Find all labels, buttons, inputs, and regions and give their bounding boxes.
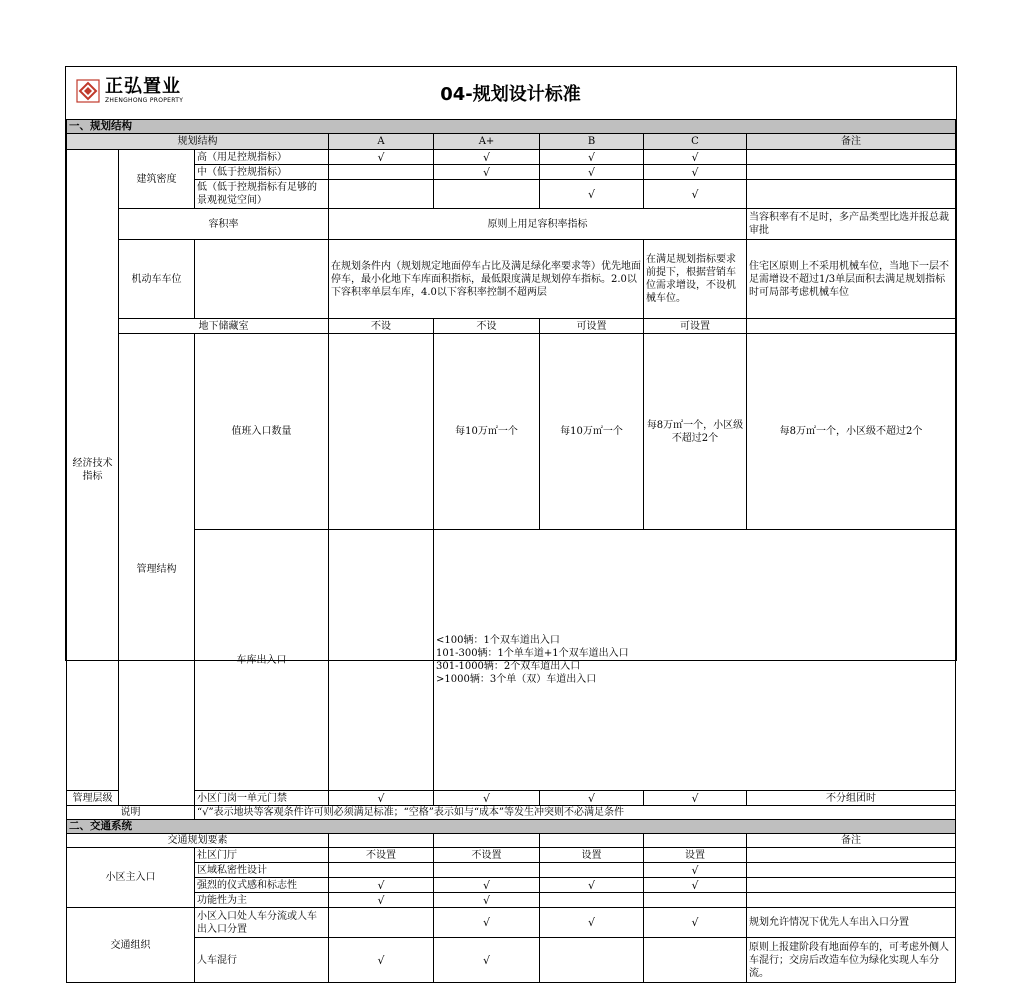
value-cell: 每10万㎡一个 [434,334,540,530]
header-cell [644,834,747,848]
header-cell: A+ [434,134,540,150]
note-cell [747,848,956,863]
value-cell [329,908,434,938]
table-row [67,165,956,180]
value-cell: √ [329,893,434,908]
row-desc: 中（低于控规指标） [195,165,329,180]
header-cell [434,834,540,848]
note-cell: 原则上报建阶段有地面停车的，可考虑外侧人车混行；交房后改造车位为绿化实现人车分流。 [747,938,956,983]
header-cell: A [329,134,434,150]
table-row [67,530,956,791]
table-row [67,878,956,893]
value-cell: 不设置 [329,848,434,863]
row-desc: 强烈的仪式感和标志性 [195,878,329,893]
value-cell [644,938,747,983]
value-cell [434,530,956,791]
row-label: 建筑密度 [119,150,195,209]
row-desc [329,334,434,530]
row-label: 车库出入口 [195,530,329,791]
table-row [67,908,956,938]
note-cell [747,180,956,209]
value-cell: √ [644,180,747,209]
value-cell: √ [644,908,747,938]
section-title: 二、交通系统 [67,820,956,834]
value-cell: √ [540,878,644,893]
logo-english-text: ZHENGHONG PROPERTY [105,97,184,104]
row-desc [195,240,329,319]
header-cell [329,834,434,848]
garage-line: 301-1000辆：2个双车道出入口 [436,661,581,672]
table-row [67,848,956,863]
note-cell [747,893,956,908]
section-title: 一、规划结构 [67,120,956,134]
row-desc [329,530,434,791]
value-cell: √ [434,893,540,908]
row-desc: 社区门厅 [195,848,329,863]
note-cell [747,150,956,165]
value-cell: √ [540,150,644,165]
value-cell: 设置 [540,848,644,863]
table-row [67,180,956,209]
value-cell: 每8万㎡一个，小区级不超过2个 [644,334,747,530]
table-row [67,791,956,806]
value-cell [540,938,644,983]
spreadsheet-page [65,66,957,979]
value-cell: √ [434,165,540,180]
value-cell [644,893,747,908]
row-label: 容积率 [119,209,329,240]
header-cell: B [540,134,644,150]
garage-line: >1000辆：3个单（双）车道出入口 [436,674,597,685]
row-desc: 小区门岗一单元门禁 [195,791,329,806]
value-cell: √ [329,791,434,806]
value-cell: √ [540,908,644,938]
header-cell: 规划结构 [67,134,329,150]
note-cell: 当容积率有不足时，多产品类型比选并报总裁审批 [747,209,956,240]
note-cell: 不分组团时 [747,791,956,806]
value-cell: 每10万㎡一个 [540,334,644,530]
note-cell [747,165,956,180]
value-cell: √ [540,791,644,806]
value-cell: 不设置 [434,848,540,863]
value-cell: √ [434,791,540,806]
value-cell: 在规划条件内（规划规定地面停车占比及满足绿化率要求等）优先地面停车，最小化地下车库面积指标，最低限度满足规划停车指标。2.0以下容积率单层车库，4.0以下容积率控制不超两层 [329,240,644,319]
row-desc: 小区入口处人车分流或人车出入口分置 [195,908,329,938]
value-cell [540,893,644,908]
group-label: 管理结构 [119,334,195,806]
note-cell [747,878,956,893]
value-cell: √ [434,908,540,938]
header-cell: C [644,134,747,150]
table-row [67,863,956,878]
value-cell: 不设 [329,319,434,334]
value-cell: 每8万㎡一个，小区级不超过2个 [747,334,956,530]
row-desc: 功能性为主 [195,893,329,908]
value-cell: 可设置 [540,319,644,334]
value-cell: √ [434,150,540,165]
value-cell: √ [644,863,747,878]
table-row [67,319,956,334]
header-row [67,834,956,848]
row-label: 管理层级 [67,791,119,806]
value-cell: √ [644,165,747,180]
header-cell [540,834,644,848]
garage-line: 101-300辆：1个单车道+1个双车道出入口 [436,648,629,659]
table-row [67,334,956,530]
value-cell: √ [434,878,540,893]
value-cell [329,863,434,878]
header-cell: 备注 [747,134,956,150]
note-cell: 规划允许情况下优先人车出入口分置 [747,908,956,938]
row-desc: 人车混行 [195,938,329,983]
table-row [67,209,956,240]
row-desc: 低（低于控规指标有足够的景观视觉空间） [195,180,329,209]
value-cell: 设置 [644,848,747,863]
table-row [67,806,956,820]
logo-chinese-text: 正弘置业 [105,76,181,97]
note-cell: 住宅区原则上不采用机械车位，当地下一层不足需增设不超过1/3单层面积去满足规划指标时可局部考虑机械车位 [747,240,956,319]
title-bar [66,67,955,120]
row-label: 机动车车位 [119,240,195,319]
table-row [67,150,956,165]
value-cell [329,180,434,209]
value-cell [434,180,540,209]
value-cell: √ [540,165,644,180]
document-title: 04-规划设计标准 [440,84,581,105]
value-cell: √ [329,150,434,165]
value-cell: √ [329,878,434,893]
standards-table [66,119,956,983]
value-cell: √ [329,938,434,983]
header-cell: 交通规划要素 [67,834,329,848]
note-cell [747,319,956,334]
group-label: 经济技术指标 [67,150,119,791]
value-cell: √ [434,938,540,983]
explain-text: “√”表示地块等客观条件许可则必须满足标准；“空格”表示如与“成本”等发生冲突则不必满足条件 [195,806,956,820]
value-cell: √ [540,180,644,209]
row-label: 说明 [67,806,195,820]
value-cell: 可设置 [644,319,747,334]
value-cell [434,863,540,878]
value-cell [540,863,644,878]
header-row [67,134,956,150]
value-cell: 在满足规划指标要求前提下，根据营销车位需求增设，不设机械车位。 [644,240,747,319]
value-cell: √ [644,150,747,165]
value-cell: √ [644,878,747,893]
table-row [67,240,956,319]
row-label: 交通组织 [67,908,195,983]
table-row [67,938,956,983]
table-row [67,893,956,908]
note-cell [747,863,956,878]
row-label: 地下储藏室 [119,319,329,334]
value-cell: 不设 [434,319,540,334]
row-desc: 区域私密性设计 [195,863,329,878]
value-cell: √ [644,791,747,806]
value-cell [329,165,434,180]
header-cell: 备注 [747,834,956,848]
row-label: 小区主入口 [67,848,195,908]
row-desc: 高（用足控规指标） [195,150,329,165]
value-cell: 原则上用足容积率指标 [329,209,747,240]
garage-line: <100辆：1个双车道出入口 [436,635,560,646]
row-label: 值班入口数量 [195,334,329,530]
